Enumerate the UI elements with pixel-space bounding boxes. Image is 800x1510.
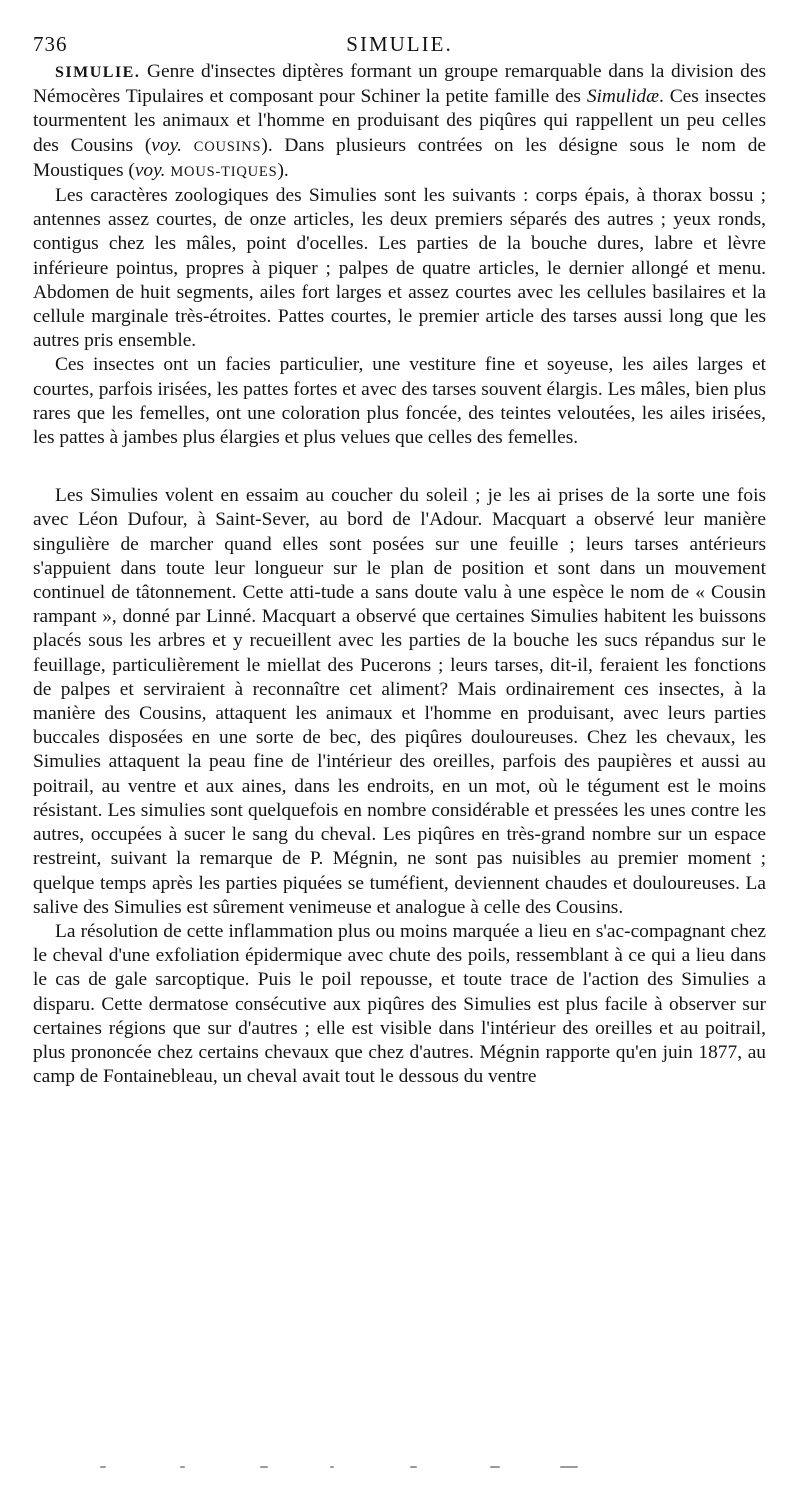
scan-artifact-marks: [60, 1464, 620, 1470]
text-segment: ).: [277, 159, 289, 181]
text-segment: . Ces insectes tourmentent les animaux et l'homme en produisant des piqûres qui rappellent un peu celles des Cousins (: [33, 86, 766, 156]
text-segment: [182, 135, 194, 156]
paragraph-appearance: Ces insectes ont un facies particulier, une vestiture fine et soyeuse, les ailes larges et courtes, parfois irisées, les pattes fortes et avec des tarses souvent élargis. Les mâles, bien plus rares que les femelles, ont une coloration plus foncée, des teintes veloutées, les ailes irisées, les pattes à jambes plus élargies et plus velues que celles des femelles.: [33, 354, 766, 449]
paragraph-dermatosis: La résolution de cette inflammation plus ou moins marquée a lieu en s'ac-compagnant chez le cheval d'une exfoliation épidermique avec chute des poils, ressemblant à ce qui a lieu dans le cas de gale sarcoptique. Puis le poil repousse, et toute trace de l'action des Simulies a disparu. Cette dermatose consécutive aux piqûres des Simulies est plus facile à observer sur certaines régions que sur d'autres ; elle est visible dans l'intérieur des oreilles et au poitrail, plus prononcée chez certains chevaux que chez d'autres. Mégnin rapporte qu'en juin 1877, au camp de Fontainebleau, un cheval avait tout le dessous du ventre: [33, 920, 766, 1088]
paragraph-definition: [33, 60, 766, 184]
cross-ref-moustiques: MOUS-TIQUES: [170, 163, 278, 180]
cross-ref-cousins: COUSINS: [193, 138, 262, 155]
headword: SIMULIE.: [55, 64, 141, 81]
family-name: Simulidæ: [586, 86, 659, 108]
cross-ref-voy: voy.: [134, 159, 166, 181]
page-number: 736: [33, 32, 68, 56]
book-page: [33, 26, 766, 1089]
page-header: [33, 26, 766, 60]
paragraph-zoological-characters: Les caractères zoologiques des Simulies sont les suivants : corps épais, à thorax bossu ; antennes assez courtes, de onze articles, les deux premiers séparés des autres ; yeux ronds, contigus chez les mâles, point d'ocelles. Les parties de la bouche dures, labre et lèvre inférieure pointus, propres à piquer ; palpes de quatre articles, le dernier allongé et menu. Abdomen de huit segments, ailes fort larges et assez courtes avec les cellules basilaires et la cellule marginale très-étroites. Pattes courtes, le premier article des tarses aussi long que les autres pris ensemble.: [33, 185, 766, 352]
running-head: SIMULIE.: [346, 32, 453, 56]
text-segment: ). Dans plusieurs contrées on les désigne sous le nom de Moustiques (: [33, 134, 766, 181]
cross-ref-voy: voy.: [151, 134, 182, 156]
text-segment: Genre d'insectes diptères formant un groupe remarquable dans la division des Némocères Tipulaires et composant pour Schiner la petite famille des: [33, 61, 766, 108]
paragraph-behaviour: Les Simulies volent en essaim au coucher du soleil ; je les ai prises de la sorte une fois avec Léon Dufour, à Saint-Sever, au bord de l'Adour. Macquart a observé leur manière singulière de marcher quand elles sont posées sur une feuille ; leurs tarses antérieurs s'appuient dans toute leur longueur sur le plan de position et sont dans un mouvement continuel de tâtonnement. Cette atti-tude a sans doute valu à une espèce le nom de « Cousin rampant », donné par Linné. Macquart a observé que certaines Simulies habitent les buissons placés sous les arbres et y recueillent avec les parties de la bouche les sucs répandus sur le feuillage, particulièrement le miellat des Pucerons ; leurs tarses, dit-il, feraient les fonctions de palpes et serviraient à reconnaître cet aliment? Mais ordinairement ces insectes, à la manière des Cousins, attaquent les animaux et l'homme en produisant, avec leurs parties buccales disposées en une sorte de bec, des piqûres douloureuses. Chez les chevaux, les Simulies attaquent la peau fine de l'intérieur des oreilles, parfois des paupières et aussi au poitrail, au ventre et aux aines, dans les endroits, en un mot, où le tégument est le moins résistant. Les simulies sont quelquefois en nombre considérable et pressées les unes contre les autres, occupées à sucer le sang du cheval. Les piqûres en très-grand nombre sur un espace restreint, suivant la remarque de P. Mégnin, ne sont pas nuisibles au premier moment ; quelque temps après les parties piquées se tuméfient, deviennent chaudes et douloureuses. La salive des Simulies est sûrement venimeuse et analogue à celle des Cousins.: [33, 485, 766, 918]
